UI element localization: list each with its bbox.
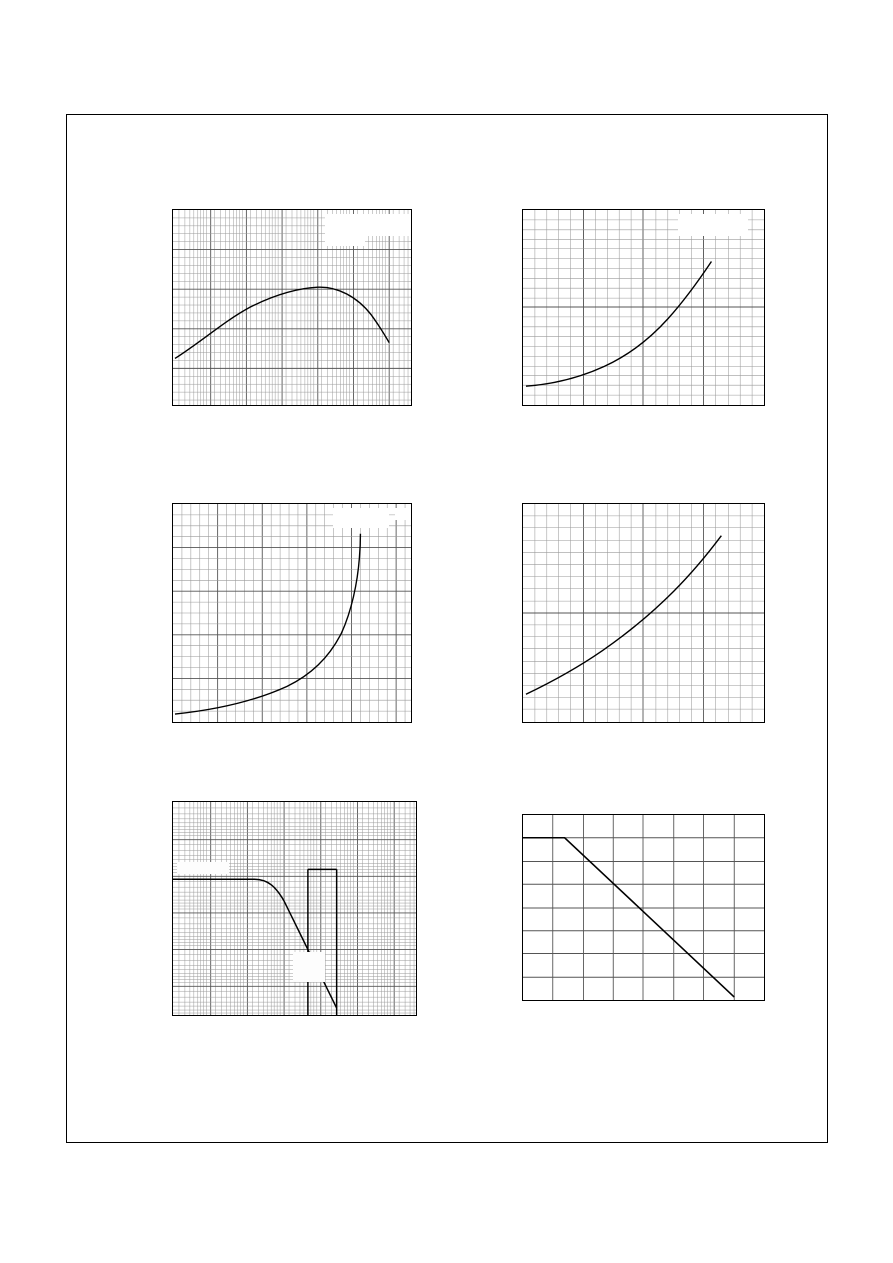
chart-5-label-blank-inner [293, 952, 325, 982]
chart-5-label-blank-left [177, 862, 229, 874]
chart-1-label-blank [325, 214, 411, 236]
chart-steep-rise-middle-left [172, 503, 412, 723]
chart-2-curve [523, 210, 764, 405]
chart-rising-characteristic-upper-right [522, 209, 765, 406]
chart-5-limit-curves [173, 802, 416, 1015]
chart-safe-operating-area [172, 801, 417, 1016]
chart-1-label-blank-2 [325, 236, 365, 246]
document-frame [66, 114, 828, 1143]
chart-efficiency-vs-output-current [172, 209, 412, 406]
chart-1-curve [173, 210, 411, 405]
chart-6-derating-line [523, 815, 764, 1000]
chart-3-label-blank [333, 508, 389, 528]
chart-power-derating [522, 814, 765, 1001]
chart-3-curve [173, 504, 411, 722]
chart-3-label-blank-2 [395, 508, 411, 520]
chart-2-label-blank [678, 214, 748, 236]
chart-4-curve [523, 504, 764, 722]
chart-rising-characteristic-middle-right [522, 503, 765, 723]
